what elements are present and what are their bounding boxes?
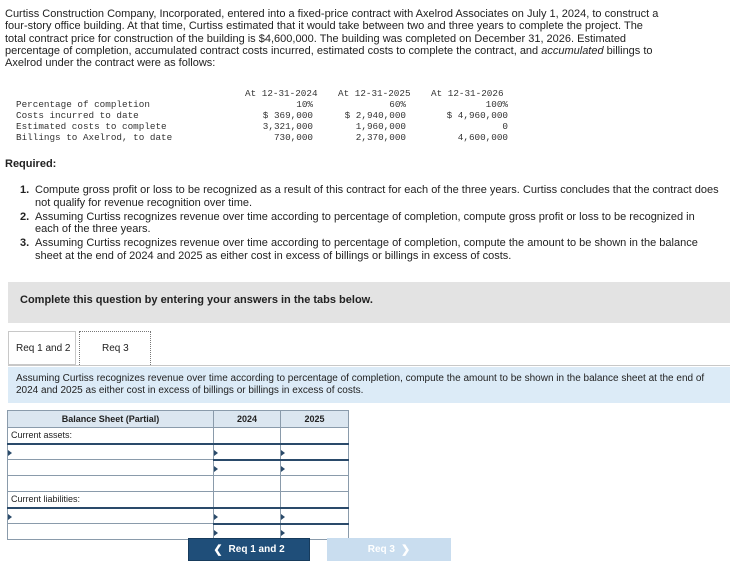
static-cell: [214, 492, 281, 508]
problem-intro: [5, 8, 725, 69]
static-cell: [281, 476, 349, 492]
table-cell: $ 2,940,000: [344, 110, 406, 121]
current-liabilities-label: Current liabilities:: [8, 492, 214, 508]
liability-2025-input[interactable]: [281, 508, 349, 524]
table-cell: 3,321,000: [262, 121, 313, 132]
static-cell: [8, 524, 214, 540]
requirement-number: 3.: [20, 237, 30, 249]
next-tab-button[interactable]: [327, 538, 451, 561]
table-cell: 730,000: [273, 132, 313, 143]
row-label: Costs incurred to date: [16, 110, 139, 121]
requirement-number: 2.: [20, 210, 30, 223]
asset-2024-input[interactable]: [214, 444, 281, 460]
tab-label: Req 1 and 2: [16, 343, 71, 354]
intro-line: four-story office building. At that time, Curtiss estimated that it would take between two and three years to complete the project. The: [5, 20, 643, 33]
table-cell: 10%: [296, 99, 313, 110]
table-row: [8, 460, 349, 476]
requirement-text: Assuming Curtiss recognizes revenue over time according to percentage of completion, compute gross profit or loss to be recognized in each of the three years.: [35, 210, 695, 235]
table-row: [8, 492, 349, 508]
row-label: Billings to Axelrod, to date: [16, 132, 173, 143]
static-cell: [214, 428, 281, 444]
input-marker-icon: [281, 450, 285, 456]
next-button-label: Req 3: [367, 544, 395, 555]
column-header: At 12-31-2025: [338, 88, 411, 99]
tab-label: Req 3: [102, 343, 129, 354]
requirements-list: [20, 184, 720, 264]
requirement-item: [20, 184, 720, 209]
static-cell: [281, 428, 349, 444]
intro-line: billings to: [606, 44, 653, 57]
prev-button-label: Req 1 and 2: [228, 544, 285, 555]
asset-item-select[interactable]: [8, 444, 214, 460]
chevron-right-icon: ❯: [401, 544, 411, 556]
liability-item-select[interactable]: [8, 508, 214, 524]
requirement-item: [20, 211, 720, 236]
required-heading: Required:: [5, 158, 57, 170]
row-label: Percentage of completion: [16, 99, 150, 110]
requirement-text: Compute gross profit or loss to be recognized as a result of this contract for each of the three years. Curtiss concludes that the contract does not qualify for revenue recognition over time.: [35, 184, 719, 209]
table-header-row: [8, 411, 349, 428]
table-row: [8, 444, 349, 460]
intro-emphasis: accumulated: [541, 44, 604, 57]
intro-line: Axelrod under the contract were as follows:: [5, 57, 216, 70]
tab-req-1-and-2[interactable]: [8, 331, 76, 365]
input-marker-icon: [281, 514, 285, 520]
intro-line: Curtiss Construction Company, Incorporated, entered into a fixed-price contract with Axelrod Associates on July 1, 2024, to construct a: [5, 8, 659, 20]
requirement-number: 1.: [20, 184, 30, 196]
table-cell: $ 369,000: [262, 110, 313, 121]
dropdown-marker-icon: [8, 450, 12, 456]
dropdown-marker-icon: [8, 514, 12, 520]
input-marker-icon: [214, 450, 218, 456]
balance-sheet-table: [7, 410, 349, 540]
intro-line: total contract price for construction of the building is $4,600,000. The building was completed on December 31, 2026. Estimated: [5, 32, 627, 45]
input-marker-icon: [214, 514, 218, 520]
table-row: [8, 508, 349, 524]
input-marker-icon: [214, 466, 218, 472]
requirement-text: Assuming Curtiss recognizes revenue over time according to percentage of completion, compute the amount to be shown in the balance sheet at the end of 2024 and 2025 as either cost in excess of billings or billings in excess of costs.: [35, 237, 698, 262]
input-marker-icon: [214, 530, 218, 536]
table-row: [8, 476, 349, 492]
row-label: Estimated costs to complete: [16, 121, 167, 132]
asset-2025-input[interactable]: [281, 444, 349, 460]
table-cell: $ 4,960,000: [446, 110, 508, 121]
column-header: At 12-31-2026: [431, 88, 504, 99]
question-instruction: Assuming Curtiss recognizes revenue over time according to percentage of completion, compute the amount to be shown in the balance sheet at the end of 2024 and 2025 as either cost in excess of billings or billings in excess of costs.: [8, 367, 730, 403]
column-header: At 12-31-2024: [245, 88, 318, 99]
input-marker-icon: [281, 530, 285, 536]
instructions-banner: Complete this question by entering your answers in the tabs below.: [8, 282, 730, 323]
table-cell: 60%: [389, 99, 406, 110]
tab-panel-divider: [8, 365, 730, 366]
asset-2024-total-input[interactable]: [214, 460, 281, 476]
balance-sheet-title: Balance Sheet (Partial): [8, 411, 214, 428]
chevron-left-icon: ❮: [213, 544, 223, 556]
table-cell: 4,600,000: [457, 132, 508, 143]
tab-req-3[interactable]: [79, 331, 151, 365]
column-2025: 2025: [281, 411, 349, 428]
static-cell: [214, 476, 281, 492]
static-cell: [8, 476, 214, 492]
table-cell: 2,370,000: [355, 132, 406, 143]
static-cell: [8, 460, 214, 476]
column-2024: 2024: [214, 411, 281, 428]
table-cell: 100%: [485, 99, 508, 110]
static-cell: [281, 492, 349, 508]
intro-line: percentage of completion, accumulated contract costs incurred, estimated costs to complete the contract, and: [5, 44, 539, 57]
table-cell: 0: [502, 121, 508, 132]
input-marker-icon: [281, 466, 285, 472]
asset-2025-total-input[interactable]: [281, 460, 349, 476]
liability-2024-input[interactable]: [214, 508, 281, 524]
table-cell: 1,960,000: [355, 121, 406, 132]
requirement-item: [20, 237, 720, 262]
prev-tab-button[interactable]: [188, 538, 310, 561]
current-assets-label: Current assets:: [8, 428, 214, 444]
table-row: [8, 428, 349, 444]
